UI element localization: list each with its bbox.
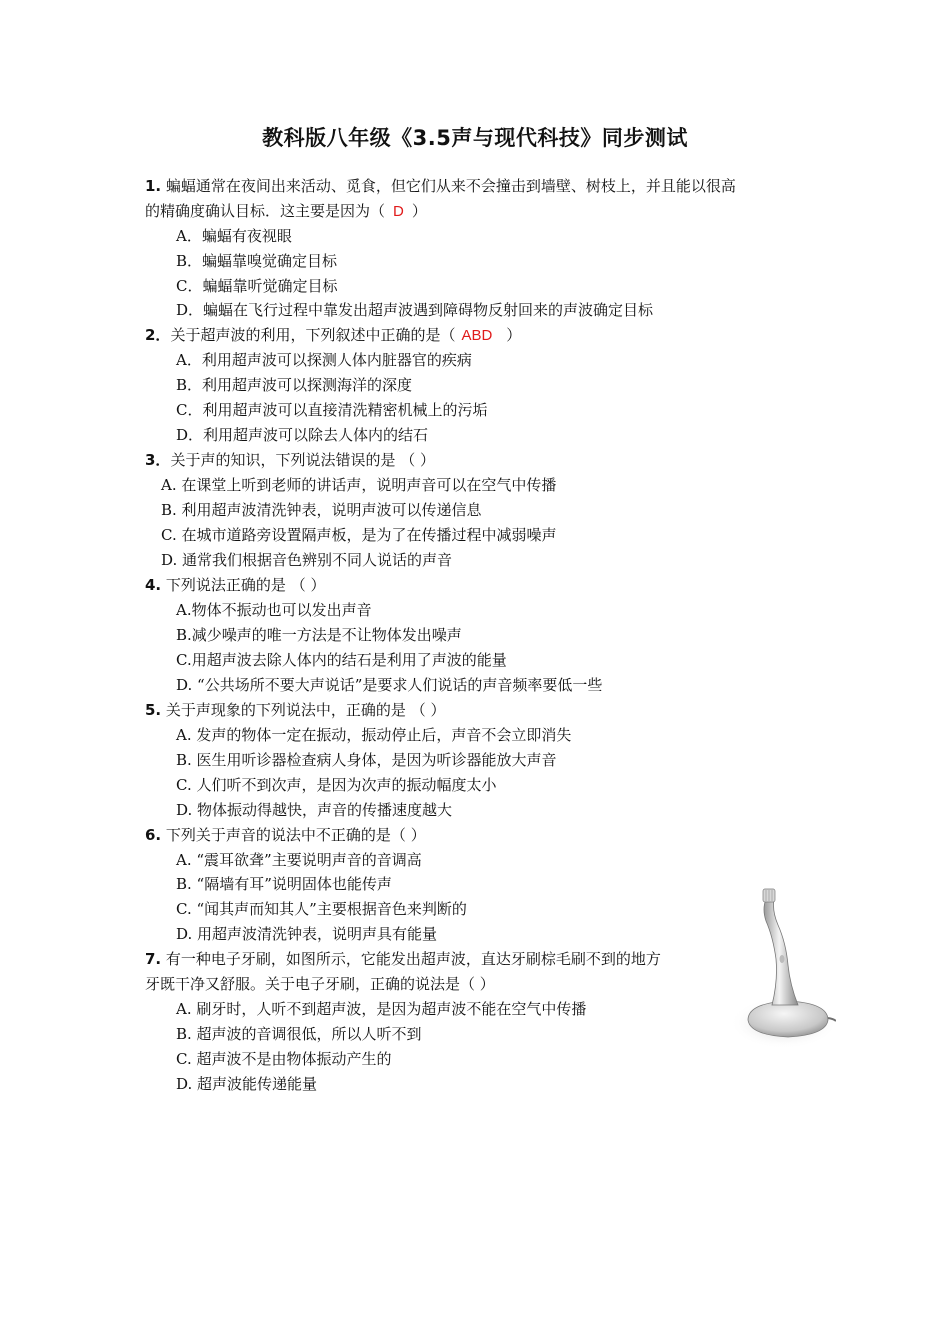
question-6-stem (145, 825, 426, 845)
question-7-option-b: B. 超声波的音调很低，所以人听不到 (176, 1025, 422, 1043)
question-3-option-c: C. 在城市道路旁设置隔声板，是为了在传播过程中减弱噪声 (161, 526, 557, 544)
question-4-option-b: B.减少噪声的唯一方法是不让物体发出噪声 (176, 626, 462, 644)
question-5-stem (145, 700, 445, 720)
question-6-option-d: D. 用超声波清洗钟表，说明声具有能量 (176, 925, 438, 943)
question-7-option-d: D. 超声波能传递能量 (176, 1075, 318, 1093)
question-3-stem-text: 关于声的知识，下列说法错误的是 （ ） (170, 451, 435, 469)
question-7-option-a: A. 刷牙时，人听不到超声波，是因为超声波不能在空气中传播 (176, 1000, 587, 1018)
question-5-option-d: D. 物体振动得越快，声音的传播速度越大 (176, 801, 453, 819)
question-2-number: 2． (145, 326, 171, 344)
question-1-stem-end: ） (411, 202, 427, 220)
question-5-option-a: A. 发声的物体一定在振动，振动停止后，声音不会立即消失 (176, 726, 572, 744)
question-6-option-b: B. “隔墙有耳”说明固体也能传声 (176, 875, 392, 893)
question-2-option-c: C．利用超声波可以直接清洗精密机械上的污垢 (176, 401, 488, 419)
question-1-stem-text-2: 的精确度确认目标．这主要是因为（ (145, 202, 386, 220)
question-3-option-b: B. 利用超声波清洗钟表，说明声波可以传递信息 (161, 501, 482, 519)
question-5-option-b: B. 医生用听诊器检查病人身体，是因为听诊器能放大声音 (176, 751, 557, 769)
question-2-stem-end: ） (506, 326, 522, 344)
question-6-stem-text: 下列关于声音的说法中不正确的是（ ） (165, 826, 426, 844)
question-3-option-d: D. 通常我们根据音色辨别不同人说话的声音 (161, 551, 453, 569)
question-7-stem-text-1: 有一种电子牙刷，如图所示，它能发出超声波，直达牙刷棕毛刷不到的地方 (165, 950, 661, 968)
question-5-option-c: C. 人们听不到次声，是因为次声的振动幅度太小 (176, 776, 497, 794)
question-4-option-d: D. “公共场所不要大声说话”是要求人们说话的声音频率要低一些 (176, 676, 603, 694)
question-5-number: 5. (145, 701, 162, 719)
question-1-answer: D (393, 203, 404, 220)
question-6-option-a: A. “震耳欲聋”主要说明声音的音调高 (176, 851, 422, 869)
question-3-option-a: A. 在课堂上听到老师的讲话声，说明声音可以在空气中传播 (161, 476, 557, 494)
question-2-stem-text: 关于超声波的利用，下列叙述中正确的是（ (170, 326, 456, 344)
question-2-stem (145, 325, 521, 346)
question-3-stem (145, 450, 435, 470)
question-1-stem-text-1: 蝙蝠通常在夜间出来活动、觅食，但它们从来不会撞击到墙壁、树枝上，并且能以很高 (165, 177, 736, 195)
question-1-number: 1. (145, 177, 162, 195)
question-5-stem-text: 关于声现象的下列说法中，正确的是 （ ） (165, 701, 446, 719)
question-2-option-b: B．利用超声波可以探测海洋的深度 (176, 376, 413, 394)
question-7-stem-line-1 (145, 949, 661, 969)
question-2-option-d: D．利用超声波可以除去人体内的结石 (176, 426, 429, 444)
question-1-option-b: B．蝙蝠靠嗅觉确定目标 (176, 252, 338, 270)
question-3-number: 3． (145, 451, 171, 469)
question-6-option-c: C. “闻其声而知其人”主要根据音色来判断的 (176, 900, 467, 918)
question-1-stem-line-2 (145, 201, 427, 222)
question-4-stem-text: 下列说法正确的是 （ ） (165, 576, 326, 594)
question-2-option-a: A．利用超声波可以探测人体内脏器官的疾病 (176, 351, 472, 369)
question-4-number: 4. (145, 576, 162, 594)
question-4-option-a: A.物体不振动也可以发出声音 (176, 601, 372, 619)
question-1-stem-line-1 (145, 176, 736, 196)
question-7-option-c: C. 超声波不是由物体振动产生的 (176, 1050, 392, 1068)
question-4-option-c: C.用超声波去除人体内的结石是利用了声波的能量 (176, 651, 507, 669)
question-6-number: 6. (145, 826, 162, 844)
electric-toothbrush-image (726, 885, 836, 1055)
question-7-number: 7. (145, 950, 162, 968)
question-1-option-a: A．蝙蝠有夜视眼 (176, 227, 292, 245)
question-4-stem (145, 575, 325, 595)
question-7-stem-line-2: 牙既干净又舒服。关于电子牙刷，正确的说法是（ ） (145, 975, 495, 993)
question-2-answer: ABD (461, 327, 493, 344)
question-1-option-c: C．蝙蝠靠听觉确定目标 (176, 277, 338, 295)
question-1-option-d: D．蝙蝠在飞行过程中靠发出超声波遇到障碍物反射回来的声波确定目标 (176, 301, 654, 319)
page-title: 教科版八年级《3.5声与现代科技》同步测试 (262, 126, 688, 150)
